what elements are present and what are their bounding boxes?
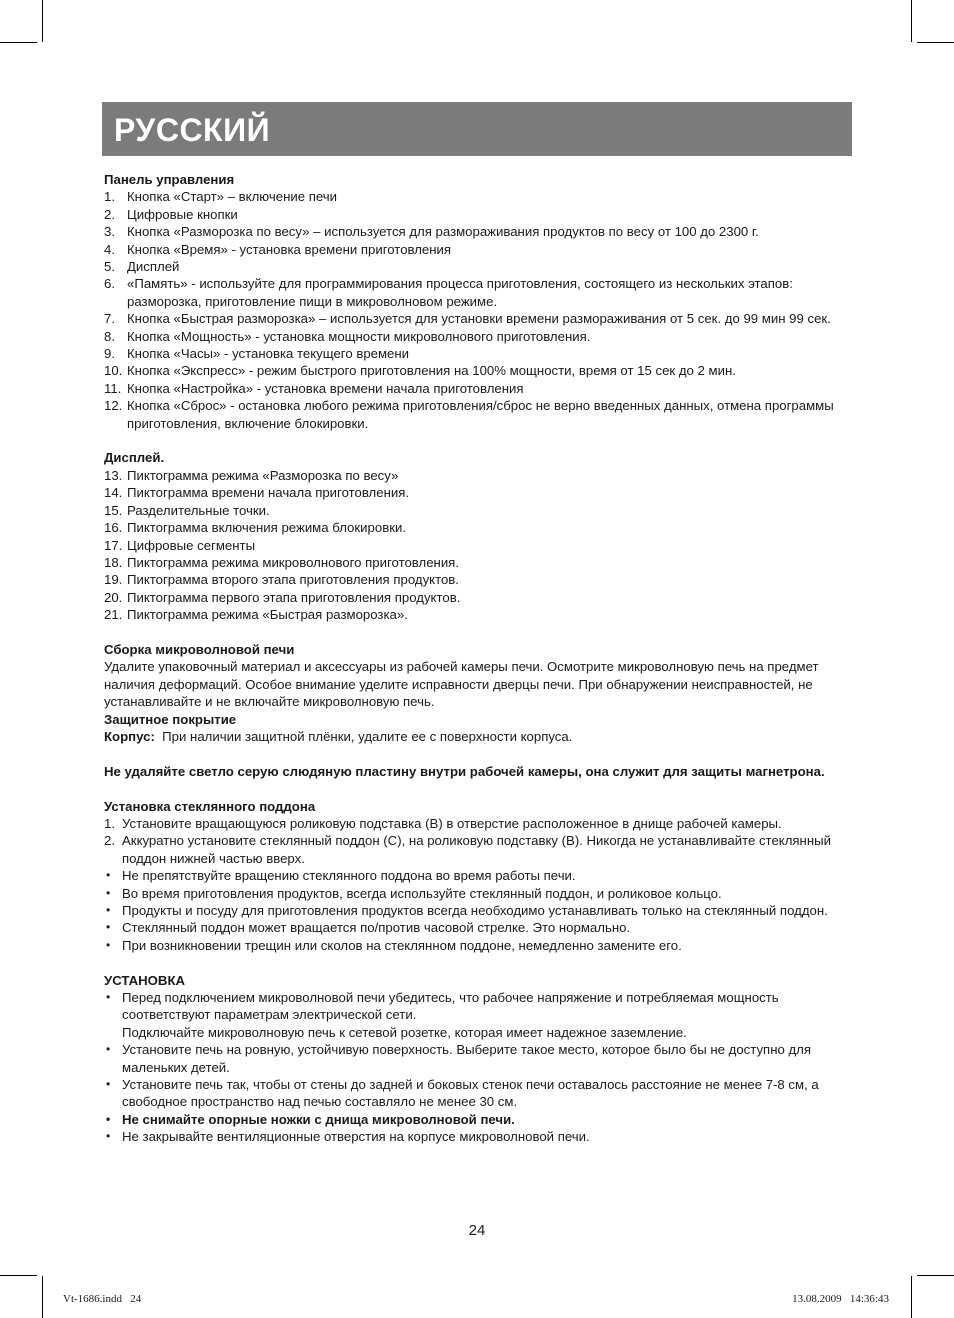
list-item: • Не снимайте опорные ножки с днища микроволновой печи. — [106, 1111, 515, 1127]
control-panel-title: Панель управления — [104, 172, 235, 187]
list-item: 11. Кнопка «Настройка» - установка времени начала приготовления — [104, 380, 524, 396]
crop-mark — [0, 1275, 37, 1276]
display-title: Дисплей. — [104, 450, 165, 466]
crop-mark — [0, 42, 37, 43]
list-item: 2. Цифровые кнопки — [104, 206, 238, 222]
list-item: 13. Пиктограмма режима «Разморозка по весу» — [104, 467, 399, 483]
list-item: 4. Кнопка «Время» - установка времени приготовления — [104, 241, 452, 257]
crop-mark — [42, 0, 43, 42]
list-item: 18. Пиктограмма режима микроволнового приготовления. — [104, 554, 459, 570]
crop-mark — [911, 1276, 912, 1318]
list-item: 9. Кнопка «Часы» - установка текущего времени — [104, 346, 410, 362]
assembly-title: Сборка микроволновой печи — [104, 641, 295, 657]
list-item: 7. Кнопка «Быстрая разморозка» – используется для установки времени размораживания от 5 сек. до 99 мин 99 сек. — [104, 311, 831, 327]
list-item: • При возникновении трещин или сколов на стеклянном поддоне, немедленно замените его. — [106, 937, 682, 953]
installation-title: УСТАНОВКА — [104, 972, 186, 988]
list-item: 6. «Память» - используйте для программирования процесса приготовления, состоящего из нескольких этапов: разморозка, приготовление пищи в микроволновом режиме. — [104, 276, 793, 309]
list-item: • Перед подключением микроволновой печи убедитесь, что рабочее напряжение и потребляемая мощность соответствуют параметрам электрической сети. Подключайте микроволновую печь к сетевой розетке, которая имеет надежное заземление. — [106, 990, 779, 1040]
control-panel-list — [104, 188, 850, 432]
list-item: 17. Цифровые сегменты — [104, 537, 256, 553]
assembly-text: Удалите упаковочный материал и аксессуары из рабочей камеры печи. Осмотрите микроволновую печь на предмет наличия деформаций. Особое внимание уделите исправности дверцы печи. При обнаружении неисправностей, не устанавливайте и не включайте микроволновую печь. — [104, 659, 819, 710]
glass-tray-steps — [104, 815, 850, 867]
list-item: 14. Пиктограмма времени начала приготовления. — [104, 485, 410, 501]
crop-mark — [917, 42, 954, 43]
glass-tray-bullets — [104, 867, 850, 954]
list-item: 12. Кнопка «Сброс» - остановка любого режима приготовления/сброс не верно введенных данных, отмена программы приготовления, включение блокировки. — [104, 398, 834, 431]
display-list — [104, 467, 850, 624]
list-item: 21. Пиктограмма режима «Быстрая разморозка». — [104, 607, 408, 623]
list-item: 16. Пиктограмма включения режима блокировки. — [104, 520, 406, 536]
crop-mark — [917, 1275, 954, 1276]
language-banner — [102, 102, 852, 156]
list-item: • Не препятствуйте вращению стеклянного поддона во время работы печи. — [106, 868, 576, 884]
list-item: • Во время приготовления продуктов, всегда используйте стеклянный поддон, и роликовое кольцо. — [106, 885, 722, 901]
list-item: 19. Пиктограмма второго этапа приготовления продуктов. — [104, 572, 459, 588]
list-item: • Установите печь на ровную, устойчивую поверхность. Выберите такое место, которое было бы не доступно для маленьких детей. — [106, 1042, 812, 1075]
mica-warning: Не удаляйте светло серую слюдяную пластину внутри рабочей камеры, она служит для защиты магнетрона. — [104, 763, 825, 779]
list-item: • Не закрывайте вентиляционные отверстия на корпусе микроволновой печи. — [106, 1129, 590, 1145]
list-item: • Продукты и посуду для приготовления продуктов всегда необходимо устанавливать только на стеклянный поддон. — [106, 903, 828, 918]
list-item: • Установите печь так, чтобы от стены до задней и боковых стенок печи оставалось расстояние не менее 7-8 см, а свободное пространство над печью составляло не менее 30 см. — [106, 1077, 819, 1110]
page-title: РУССКИЙ — [114, 112, 271, 148]
footer-file-info: Vt-1686.indd 24 — [63, 1293, 142, 1305]
installation-bullets — [104, 989, 850, 1146]
list-item: 15. Разделительные точки. — [104, 502, 270, 518]
list-item: 10. Кнопка «Экспресс» - режим быстрого приготовления на 100% мощности, время от 15 сек до 2 мин. — [104, 363, 736, 379]
list-item: 3. Кнопка «Разморозка по весу» – используется для размораживания продуктов по весу от 100 до 2300 г. — [104, 224, 759, 240]
document-body — [104, 171, 850, 1146]
glass-tray-title: Установка стеклянного поддона — [104, 798, 316, 814]
coating-title: Защитное покрытие — [104, 711, 237, 727]
page-number: 24 — [468, 1222, 486, 1239]
list-item: • Стеклянный поддон может вращается по/против часовой стрелке. Это нормально. — [106, 920, 631, 936]
crop-mark — [911, 0, 912, 42]
list-item: 2. Аккуратно установите стеклянный поддон (С), на роликовую подставку (В). Никогда не устанавливайте стеклянный поддон нижней частью вверх. — [104, 833, 831, 866]
crop-mark — [42, 1276, 43, 1318]
list-item: 5. Дисплей — [104, 259, 180, 275]
list-item: 20. Пиктограмма первого этапа приготовления продуктов. — [104, 589, 461, 605]
body-coating-note: Корпус: При наличии защитной плёнки, удалите ее с поверхности корпуса. — [104, 728, 573, 744]
list-item: 1. Установите вращающуюся роликовую подставка (В) в отверстие расположенное в днище рабочей камеры. — [104, 815, 782, 831]
list-item: 1. Кнопка «Старт» – включение печи — [104, 189, 338, 205]
list-item: 8. Кнопка «Мощность» - установка мощности микроволнового приготовления. — [104, 328, 591, 344]
footer-timestamp: 13.08.2009 14:36:43 — [792, 1293, 889, 1305]
